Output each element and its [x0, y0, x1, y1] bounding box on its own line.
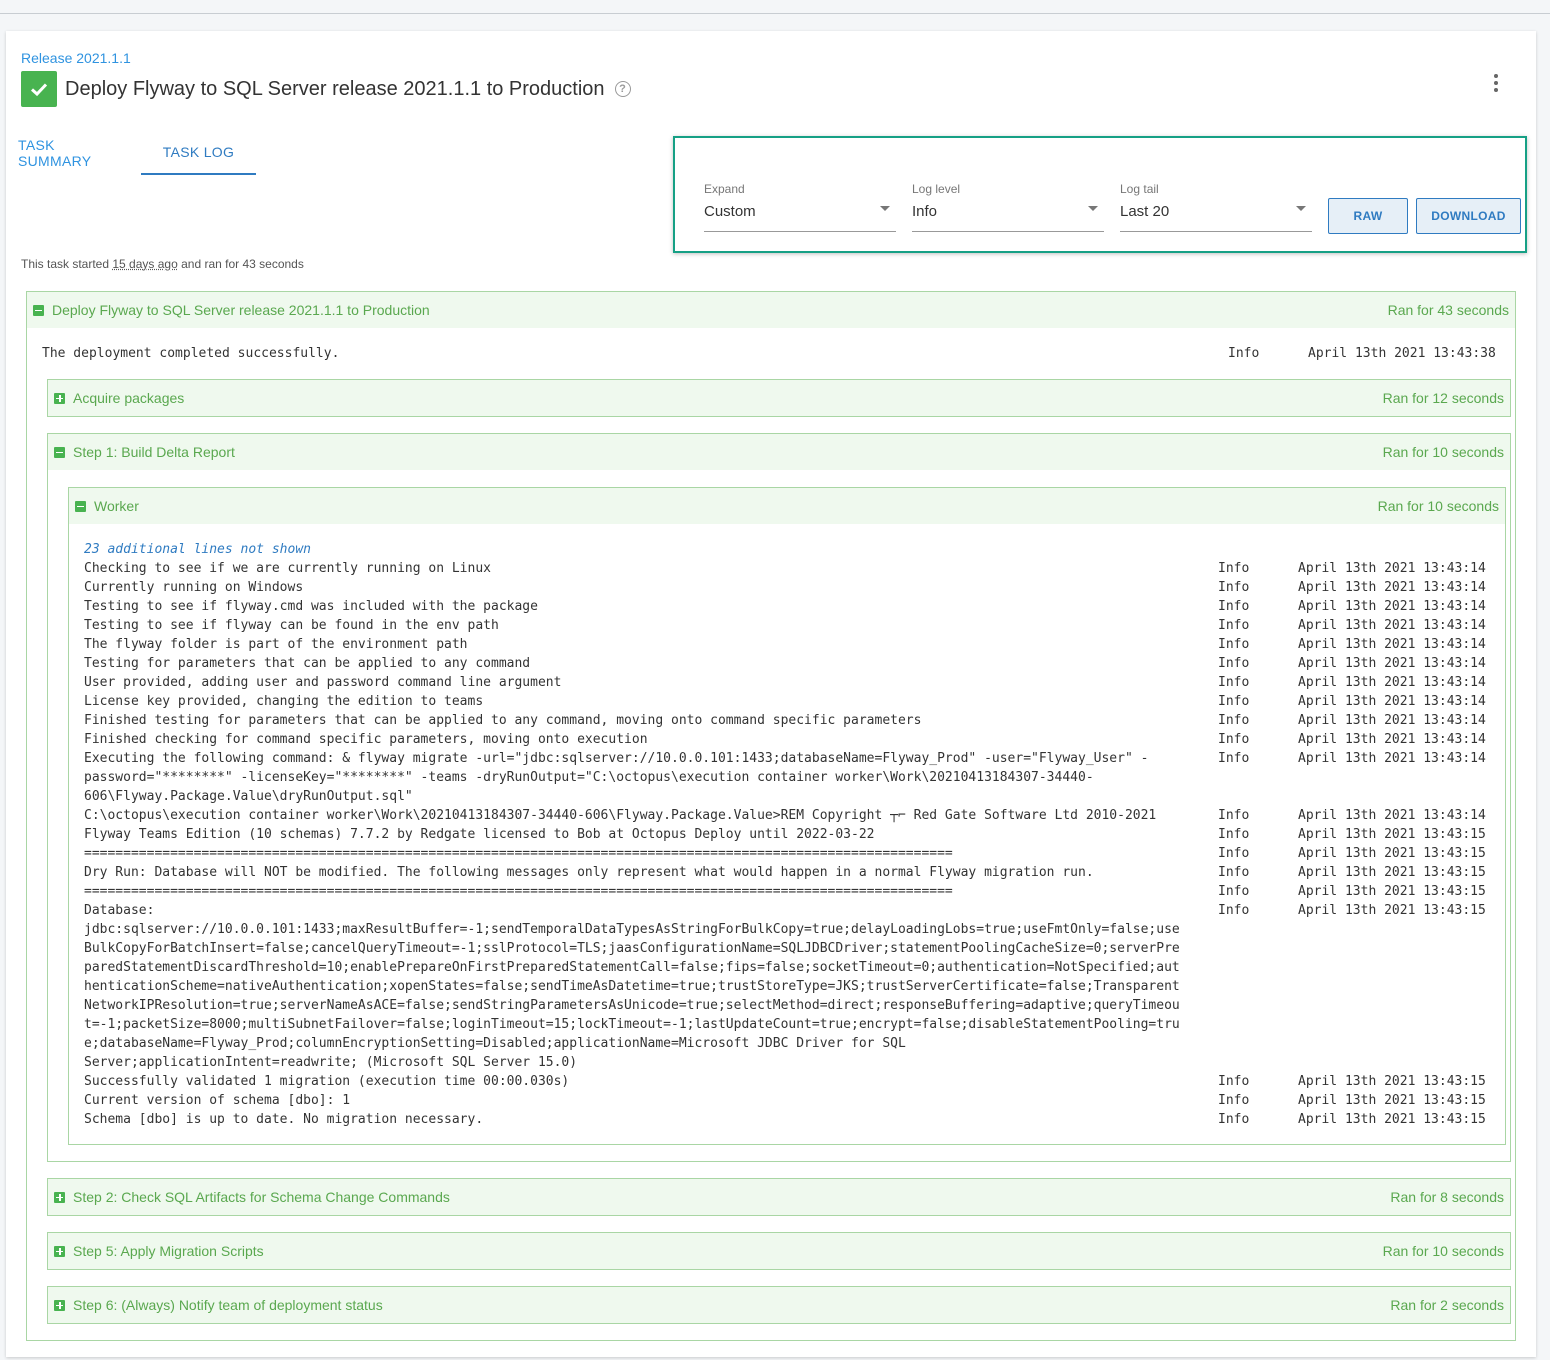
log-section-acquire	[47, 379, 1511, 417]
log-level: Info	[1218, 732, 1250, 747]
log-line: Finished checking for command specific parameters, moving onto execution	[84, 732, 648, 747]
log-line: ===============================================================================================================	[84, 846, 953, 861]
log-timestamp: April 13th 2021 13:43:14	[1298, 808, 1486, 823]
log-timestamp: April 13th 2021 13:43:14	[1298, 637, 1486, 652]
log-level-value: Info	[912, 203, 938, 220]
log-line: The flyway folder is part of the environment path	[84, 637, 468, 652]
log-level: Info	[1218, 580, 1250, 595]
expand-select[interactable]	[704, 182, 896, 232]
section-header-worker[interactable]: Worker Ran for 10 seconds	[69, 488, 1505, 524]
log-line: password="********" -licenseKey="********" -teams -dryRunOutput="C:\octopus\execution container worker\Work\20210413184307-34440-	[84, 770, 1094, 785]
breadcrumb-release[interactable]: Release 2021.1.1	[21, 50, 131, 66]
log-line: Flyway Teams Edition (10 schemas) 7.7.2 by Redgate licensed to Bob at Octopus Deploy until 2022-03-22	[84, 827, 875, 842]
log-line: Testing for parameters that can be applied to any command	[84, 656, 531, 671]
log-line: Testing to see if flyway.cmd was included with the package	[84, 599, 538, 614]
log-timestamp: April 13th 2021 13:43:14	[1298, 561, 1486, 576]
log-timestamp: April 13th 2021 13:43:14	[1298, 675, 1486, 690]
expand-icon[interactable]	[54, 393, 65, 404]
log-level: Info	[1218, 808, 1250, 823]
log-line: e;databaseName=Flyway_Prod;columnEncryptionSetting=Disabled;applicationName=Microsoft JDBC Driver for SQL	[84, 1036, 906, 1051]
log-timestamp: April 13th 2021 13:43:14	[1298, 618, 1486, 633]
log-line: Checking to see if we are currently running on Linux	[84, 561, 491, 576]
log-level: Info	[1218, 903, 1250, 918]
log-filter-panel	[673, 136, 1527, 253]
log-level: Info	[1218, 637, 1250, 652]
log-timestamp: April 13th 2021 13:43:14	[1298, 713, 1486, 728]
log-section-step1	[47, 433, 1511, 1162]
log-timestamp: April 13th 2021 13:43:15	[1298, 827, 1486, 842]
section-header-step1[interactable]: Step 1: Build Delta Report Ran for 10 seconds	[48, 434, 1510, 470]
expand-label: Expand	[704, 182, 745, 196]
log-timestamp: April 13th 2021 13:43:15	[1298, 903, 1486, 918]
log-line: NetworkIPResolution=true;serverNameAsACE=false;sendStringParametersAsUnicode=true;selectMethod=direct;responseBuffering=adaptive;queryTimeou	[84, 998, 1180, 1013]
log-timestamp: April 13th 2021 13:43:15	[1298, 1093, 1486, 1108]
log-level: Info	[1218, 1112, 1250, 1127]
log-line: Schema [dbo] is up to date. No migration necessary.	[84, 1112, 484, 1127]
log-timestamp: April 13th 2021 13:43:14	[1298, 656, 1486, 671]
top-divider	[0, 13, 1550, 14]
log-line: jdbc:sqlserver://10.0.0.101:1433;maxResultBuffer=-1;sendTemporalDataTypesAsStringForBulkCopy=true;delayLoadingLobs=true;useFmtOnly=false;use	[84, 922, 1180, 937]
log-line: 606\Flyway.Package.Value\dryRunOutput.sql"	[84, 789, 413, 804]
help-icon[interactable]: ?	[615, 81, 631, 97]
section-header-step5[interactable]: Step 5: Apply Migration Scripts Ran for 10 seconds	[48, 1233, 1510, 1269]
expand-icon[interactable]	[54, 1246, 65, 1257]
log-level: Info	[1218, 884, 1250, 899]
log-level: Info	[1218, 713, 1250, 728]
section-header-step2[interactable]: Step 2: Check SQL Artifacts for Schema Change Commands Ran for 8 seconds	[48, 1179, 1510, 1215]
log-level: Info	[1218, 1074, 1250, 1089]
log-timestamp: April 13th 2021 13:43:15	[1298, 884, 1486, 899]
log-level: Info	[1218, 846, 1250, 861]
log-line: Dry Run: Database will NOT be modified. The following messages only represent what would happen in a normal Flyway migration run.	[84, 865, 1094, 880]
log-tail-label: Log tail	[1120, 182, 1159, 196]
log-line: BulkCopyForBatchInsert=false;cancelQueryTimeout=-1;sslProtocol=TLS;jaasConfigurationName=SQLJDBCDriver;statementPoolingCacheSize=0;serverPre	[84, 941, 1180, 956]
overflow-menu-icon[interactable]	[1486, 71, 1506, 95]
started-ago: 15 days ago	[112, 257, 178, 271]
tab-task-log[interactable]: TASK LOG	[141, 131, 256, 175]
log-timestamp: April 13th 2021 13:43:15	[1298, 1112, 1486, 1127]
log-timestamp: April 13th 2021 13:43:15	[1298, 846, 1486, 861]
log-timestamp: April 13th 2021 13:43:14	[1298, 694, 1486, 709]
log-level-label: Log level	[912, 182, 961, 196]
task-started-text: This task started 15 days ago and ran for 43 seconds	[21, 257, 304, 271]
section-header-step6[interactable]: Step 6: (Always) Notify team of deployment status Ran for 2 seconds	[48, 1287, 1510, 1323]
section-header-acquire[interactable]: Acquire packages Ran for 12 seconds	[48, 380, 1510, 416]
log-tail-value: Last 20	[1120, 203, 1170, 220]
page-title: Deploy Flyway to SQL Server release 2021.1.1 to Production	[65, 77, 605, 100]
dropdown-caret-icon	[880, 206, 890, 211]
log-timestamp: April 13th 2021 13:43:14	[1298, 580, 1486, 595]
raw-button[interactable]: RAW	[1328, 198, 1408, 234]
log-level-select[interactable]	[912, 182, 1104, 232]
log-level: Info	[1218, 1093, 1250, 1108]
dropdown-caret-icon	[1296, 206, 1306, 211]
log-section-root	[26, 291, 1516, 1341]
log-level: Info	[1218, 865, 1250, 880]
log-timestamp: April 13th 2021 13:43:14	[1298, 751, 1486, 766]
log-level: Info	[1218, 656, 1250, 671]
log-level: Info	[1218, 675, 1250, 690]
log-timestamp: April 13th 2021 13:43:14	[1298, 732, 1486, 747]
log-timestamp: April 13th 2021 13:43:14	[1298, 599, 1486, 614]
log-line: henticationScheme=nativeAuthentication;xopenStates=false;sendTimeAsDatetime=true;trustStoreType=JKS;trustServerCertificate=false;Transparent	[84, 979, 1180, 994]
log-timestamp: April 13th 2021 13:43:15	[1298, 865, 1486, 880]
log-timestamp: April 13th 2021 13:43:38	[1308, 346, 1496, 361]
tab-bar	[6, 131, 256, 175]
collapse-icon[interactable]	[75, 501, 86, 512]
log-line: paredStatementDiscardThreshold=10;enablePrepareOnFirstPreparedStatementCall=false;fips=false;socketTimeout=0;authentication=NotSpecified;aut	[84, 960, 1180, 975]
log-level: Info	[1228, 346, 1260, 361]
log-line: License key provided, changing the edition to teams	[84, 694, 484, 709]
collapse-icon[interactable]	[33, 305, 44, 316]
additional-lines-link[interactable]: 23 additional lines not shown	[84, 542, 311, 557]
log-line: Currently running on Windows	[84, 580, 304, 595]
log-line: ===============================================================================================================	[84, 884, 953, 899]
log-line: Executing the following command: & flyway migrate -url="jdbc:sqlserver://10.0.0.101:1433;databaseName=Flyway_Prod" -user="Flyway_User" -	[84, 751, 1149, 766]
dropdown-caret-icon	[1088, 206, 1098, 211]
log-line: C:\octopus\execution container worker\Work\20210413184307-34440-606\Flyway.Package.Value>REM Copyright ┬⌐ Red Gate Software Ltd 2010-2021	[84, 808, 1157, 823]
log-section-step2	[47, 1178, 1511, 1216]
log-level: Info	[1218, 694, 1250, 709]
section-header-root[interactable]: Deploy Flyway to SQL Server release 2021.1.1 to Production Ran for 43 seconds	[27, 292, 1515, 328]
log-level: Info	[1218, 827, 1250, 842]
log-line: Successfully validated 1 migration (execution time 00:00.030s)	[84, 1074, 570, 1089]
log-level: Info	[1218, 618, 1250, 633]
log-line: Server;applicationIntent=readwrite; (Microsoft SQL Server 15.0)	[84, 1055, 578, 1070]
log-line: The deployment completed successfully.	[42, 346, 340, 361]
expand-value: Custom	[704, 203, 756, 220]
log-line: Testing to see if flyway can be found in the env path	[84, 618, 499, 633]
log-line: Current version of schema [dbo]: 1	[84, 1093, 351, 1108]
log-section-step5	[47, 1232, 1511, 1270]
log-tail-select[interactable]	[1120, 182, 1312, 232]
log-line: Finished testing for parameters that can be applied to any command, moving onto command specific parameters	[84, 713, 922, 728]
log-level: Info	[1218, 599, 1250, 614]
log-section-worker	[68, 487, 1506, 1145]
log-line: t=-1;packetSize=8000;multiSubnetFailover=false;loginTimeout=15;lockTimeout=-1;lastUpdateCount=true;encrypt=false;disableStatementPooling=tru	[84, 1017, 1180, 1032]
log-timestamp: April 13th 2021 13:43:15	[1298, 1074, 1486, 1089]
expand-icon[interactable]	[54, 1300, 65, 1311]
log-level: Info	[1218, 561, 1250, 576]
expand-icon[interactable]	[54, 1192, 65, 1203]
download-button[interactable]: DOWNLOAD	[1416, 198, 1521, 234]
log-line: Database:	[84, 903, 155, 918]
tab-task-summary[interactable]: TASK SUMMARY	[18, 137, 92, 169]
collapse-icon[interactable]	[54, 447, 65, 458]
log-section-step6	[47, 1286, 1511, 1324]
log-level: Info	[1218, 751, 1250, 766]
log-line: User provided, adding user and password command line argument	[84, 675, 562, 690]
task-card	[6, 31, 1536, 1357]
title-row	[21, 71, 631, 107]
success-check-icon	[21, 71, 57, 107]
